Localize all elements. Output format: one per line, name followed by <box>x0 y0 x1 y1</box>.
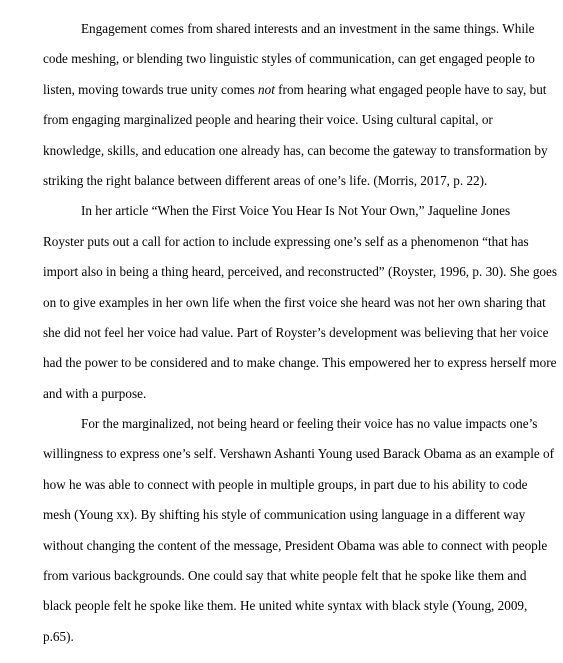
text-run: how he was able to connect with people in multiple groups, in part due to his ability to code <box>43 476 528 492</box>
text-run: willingness to express one’s self. Vershawn Ashanti Young used Barack Obama as an example of <box>43 446 555 462</box>
text-run: For the marginalized, not being heard or feeling their voice has no value impacts one’s <box>81 416 538 432</box>
text-run: listen, moving towards true unity comes <box>43 81 258 97</box>
text-run: black people felt he spoke like them. He united white syntax with black style (Young, 2009, <box>43 598 528 614</box>
text-line <box>43 500 545 530</box>
text-run: she did not feel her voice had value. Part of Royster’s development was believing that her voice <box>43 324 549 340</box>
text-run: from various backgrounds. One could say that white people felt that he spoke like them and <box>43 568 527 584</box>
text-line <box>43 348 557 378</box>
text-line <box>43 44 545 74</box>
text-run: and with a purpose. <box>43 385 147 401</box>
text-line <box>43 14 545 44</box>
text-line <box>43 409 545 439</box>
text-line <box>43 470 545 500</box>
text-run: Royster puts out a call for action to include expressing one’s self as a phenomenon “that has <box>43 233 529 249</box>
paragraph <box>43 409 555 652</box>
paragraph <box>43 196 558 409</box>
emphasized-text: not <box>258 81 275 97</box>
text-line <box>43 136 548 166</box>
text-run: p.65). <box>43 628 74 644</box>
text-run: on to give examples in her own life when the first voice she heard was not her own sharing that <box>43 294 546 310</box>
text-run: had the power to be considered and to make change. This empowered her to express herself more <box>43 355 557 371</box>
text-line <box>43 227 545 257</box>
text-line <box>43 288 545 318</box>
text-run: striking the right balance between different areas of one’s life. (Morris, 2017, p. 22). <box>43 172 488 188</box>
text-line <box>43 166 545 196</box>
text-line <box>43 531 548 561</box>
text-run: from hearing what engaged people have to say, but <box>274 81 547 97</box>
text-run: knowledge, skills, and education one already has, can become the gateway to transformation by <box>43 142 548 158</box>
paragraph <box>43 14 548 196</box>
document-body <box>43 14 558 652</box>
text-line <box>43 561 545 591</box>
text-line <box>43 196 545 226</box>
text-line <box>43 257 558 287</box>
text-run: In her article “When the First Voice You Hear Is Not Your Own,” Jaqueline Jones <box>81 203 511 219</box>
text-line <box>43 105 545 135</box>
text-run: import also in being a thing heard, perceived, and reconstructed” (Royster, 1996, p. 30). She goes <box>43 264 558 280</box>
text-line <box>43 379 545 409</box>
text-line <box>43 318 549 348</box>
text-line <box>43 622 545 652</box>
text-line <box>43 439 555 469</box>
text-run: Engagement comes from shared interests and an investment in the same things. While <box>81 21 535 36</box>
text-run: code meshing, or blending two linguistic styles of communication, can get engaged people to <box>43 51 535 67</box>
text-run: mesh (Young xx). By shifting his style of communication using language in a different way <box>43 507 526 523</box>
text-line <box>43 591 545 621</box>
text-run: without changing the content of the message, President Obama was able to connect with people <box>43 537 548 553</box>
text-line <box>43 75 545 105</box>
text-run: from engaging marginalized people and hearing their voice. Using cultural capital, or <box>43 112 493 128</box>
